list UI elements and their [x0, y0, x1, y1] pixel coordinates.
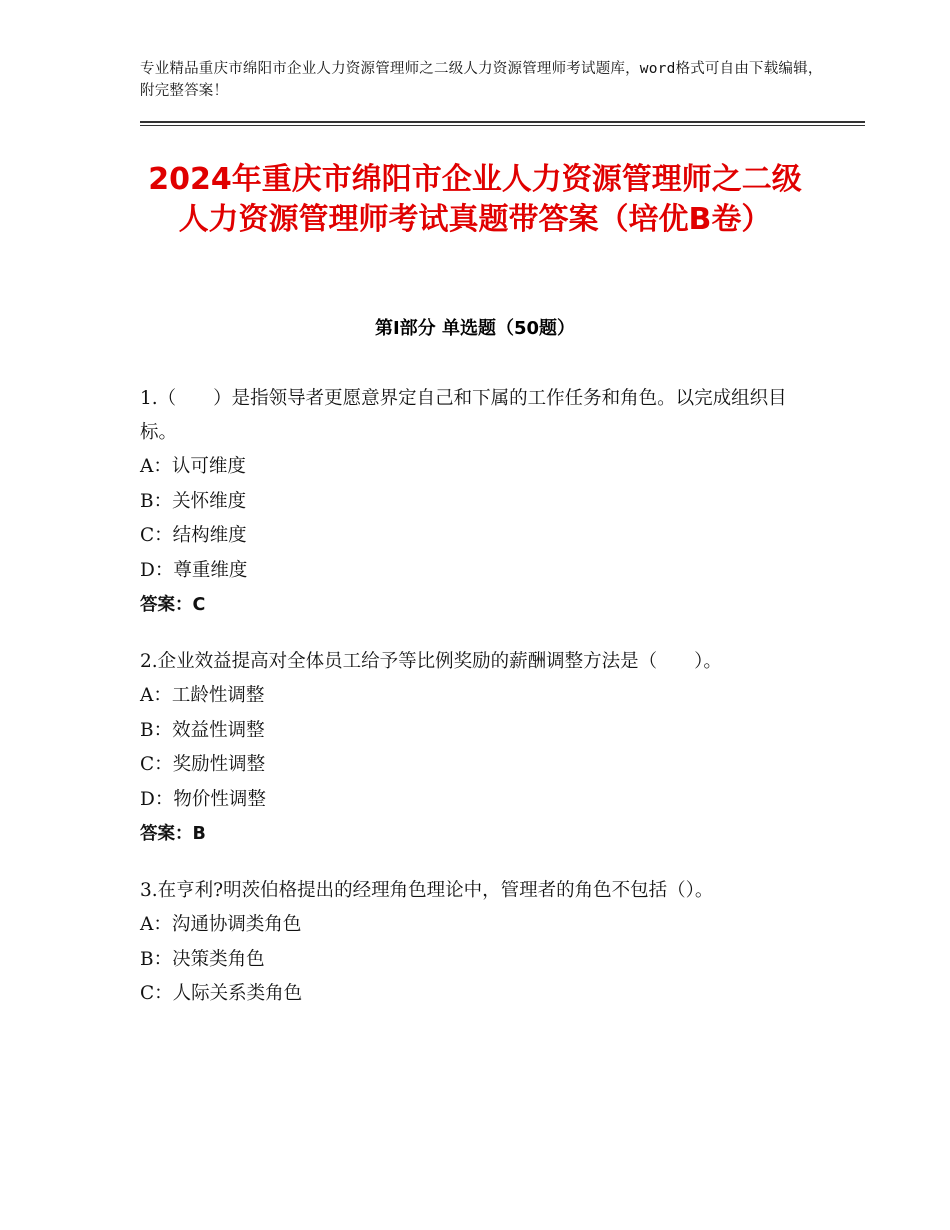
header-rule-thin — [140, 125, 865, 126]
option-b: B：关怀维度 — [140, 490, 247, 512]
option-a: A：认可维度 — [140, 456, 246, 477]
question-list — [140, 382, 820, 1035]
question-stem: 1.（ ）是指领导者更愿意界定自己和下属的工作任务和角色。以完成组织目标。 — [140, 388, 787, 443]
answer: 答案：B — [140, 824, 206, 844]
header-rule-thick — [140, 121, 865, 123]
option-a: A：工龄性调整 — [140, 685, 265, 706]
document-title: 2024年重庆市绵阳市企业人力资源管理师之二级人力资源管理师考试真题带答案（培优B卷） — [148, 162, 802, 237]
question-2 — [140, 645, 820, 851]
option-c: C：奖励性调整 — [140, 754, 266, 775]
question-1 — [140, 382, 820, 622]
option-b: B：效益性调整 — [140, 719, 265, 741]
option-b: B：决策类角色 — [140, 948, 265, 970]
question-stem: 2.企业效益提高对全体员工给予等比例奖励的薪酬调整方法是（ ）。 — [140, 651, 722, 672]
question-stem: 3.在亨利?明茨伯格提出的经理角色理论中，管理者的角色不包括（）。 — [140, 880, 714, 901]
question-3 — [140, 874, 820, 1012]
option-d: D：尊重维度 — [140, 559, 248, 581]
section-title: 第Ⅰ部分 单选题（50题） — [374, 318, 575, 339]
option-d: D：物价性调整 — [140, 788, 266, 810]
answer: 答案：C — [140, 595, 206, 615]
option-c: C：结构维度 — [140, 525, 247, 546]
option-c: C：人际关系类角色 — [140, 983, 303, 1004]
header-note: 专业精品重庆市绵阳市企业人力资源管理师之二级人力资源管理师考试题库，word格式可自由下载编辑，附完整答案！ — [140, 61, 823, 99]
option-a: A：沟通协调类角色 — [140, 914, 302, 935]
